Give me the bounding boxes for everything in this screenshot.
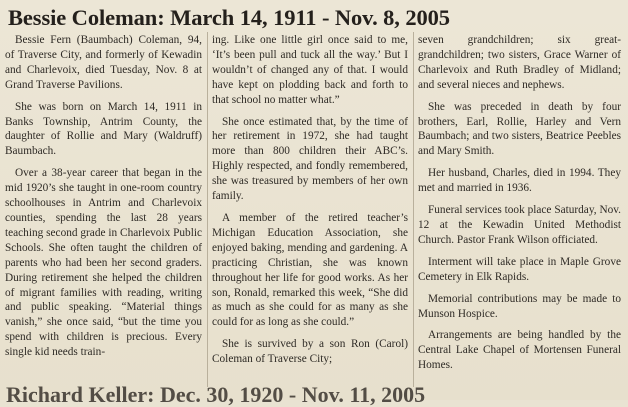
paragraph: ing. Like one little girl once said to me, ‘It’s been pull and tuck all the way.’ But I wouldn’t of changed any of that. I would have kept on plodding back and forth to that school no matter what.” <box>212 34 408 106</box>
article-column-2 <box>212 33 408 385</box>
paragraph: A member of the retired teacher’s Michigan Education Association, she enjoyed baking, mending and gardening. A practicing Christian, she was known throughout her life for good works. As her son, Ronald, remarked this week, “She did as much as she could for as many as she could for as long as she could.” <box>212 211 408 329</box>
column-divider <box>207 32 208 387</box>
paragraph: Bessie Fern (Baumbach) Coleman, 94, of Traverse City, and formerly of Kewadin and Charlevoix, died Tuesday, Nov. 8 at Grand Traverse Pavilions. <box>5 34 202 91</box>
article-column-1 <box>5 33 202 385</box>
paragraph: She was born on March 14, 1911 in Banks Township, Antrim County, the daughter of Rollie and Mary (Waldruff) Baumbach. <box>5 100 202 158</box>
paragraph: Interment will take place in Maple Grove Cemetery in Elk Rapids. <box>418 255 621 283</box>
next-obituary-headline: Richard Keller: Dec. 30, 1920 - Nov. 11, 2005 <box>6 382 426 407</box>
column-divider <box>413 32 414 387</box>
obituary-headline: Bessie Coleman: March 14, 1911 - Nov. 8, 2005 <box>8 5 450 30</box>
paragraph: Arrangements are being handled by the Central Lake Chapel of Mortensen Funeral Homes. <box>418 329 621 372</box>
paragraph: seven grandchildren; six great-grandchildren; two sisters, Grace Warner of Charlevoix and Ruth Bradley of Midland; and several nieces and nephews. <box>418 34 621 91</box>
next-article-strip <box>0 382 628 407</box>
paragraph: She is survived by a son Ron (Carol) Coleman of Traverse City; <box>212 338 408 366</box>
paragraph: Over a 38-year career that began in the mid 1920’s she taught in one-room country schoolhouses in Antrim and Charlevoix counties, spending the last 28 years teaching second grade in Charlevoix Public Schools. She often taught the children of parents who had been her second graders. During retirement she helped the children of migrant families with reading, writing and public speaking. “Material things vanish,” she once said, “but the time you spend with children is precious. Every single kid needs train- <box>5 167 202 359</box>
paragraph: Her husband, Charles, died in 1994. They met and married in 1936. <box>418 167 621 195</box>
article-column-3 <box>418 33 621 385</box>
paragraph: Funeral services took place Saturday, Nov. 12 at the Kewadin United Methodist Church. Pastor Frank Wilson officiated. <box>418 204 621 246</box>
paragraph: Memorial contributions may be made to Munson Hospice. <box>418 292 621 320</box>
paragraph: She was preceded in death by four brothers, Earl, Rollie, Harley and Vern Baumbach; and two sisters, Beatrice Peebles and Mary Smith. <box>418 100 621 158</box>
paragraph: She once estimated that, by the time of her retirement in 1972, she had taught more than 800 children their ABC’s. Highly respected, and fondly remembered, she was treasured by members of her own family. <box>212 115 408 203</box>
